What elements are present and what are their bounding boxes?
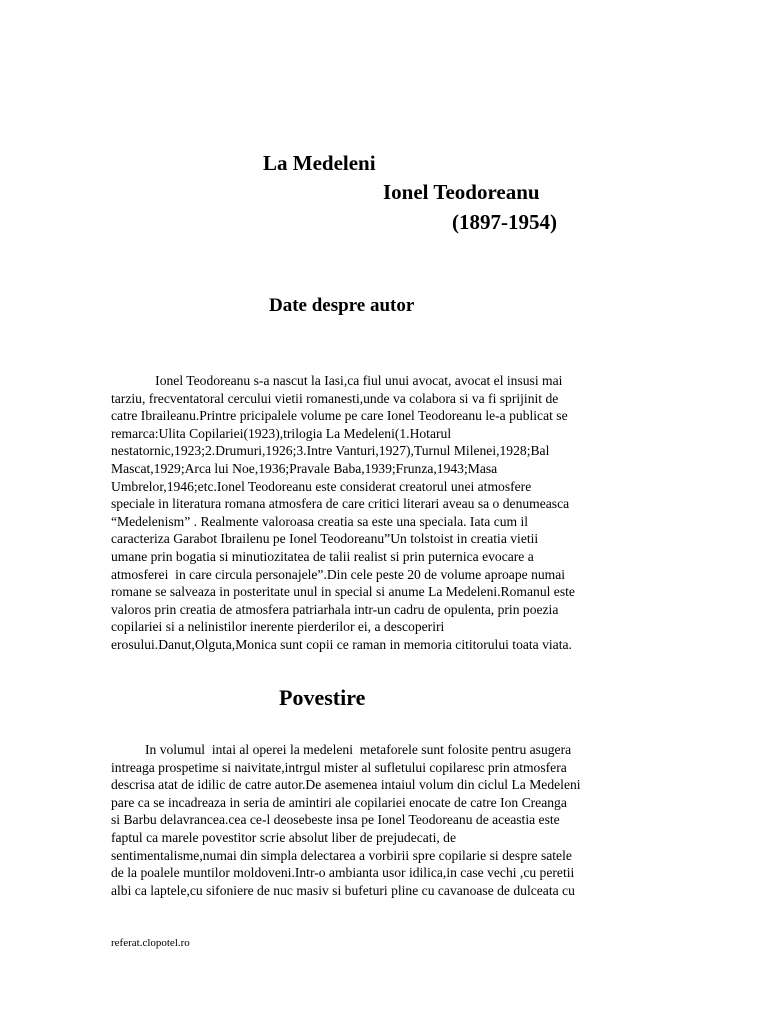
paragraph-line: albi ca laptele,cu sifoniere de nuc masiv si bufeturi pline cu cavanoase de dulceata cu [111, 882, 575, 898]
paragraph-line: nestatornic,1923;2.Drumuri,1926;3.Intre Vanturi,1927),Turnul Milenei,1928;Bal [111, 443, 550, 459]
story-paragraph [111, 741, 653, 899]
paragraph-line: sentimentalisme,numai din simpla delectarea a vorbirii spre copilarie si despre satele [111, 847, 572, 863]
section-heading-author-info: Date despre autor [269, 295, 415, 316]
paragraph-line: faptul ca marele povestitor scrie absolut liber de prejudecati, de [111, 829, 456, 845]
document-title: La Medeleni [263, 151, 376, 175]
paragraph-line: catre Ibraileanu.Printre pricipalele volume pe care Ionel Teodoreanu le-a publicat se [111, 408, 568, 424]
paragraph-line: de la poalele muntilor moldoveni.Intr-o ambianta usor idilica,in case vechi ,cu peretii [111, 865, 575, 881]
paragraph-line: valoros prin creatia de atmosfera patriarhala intr-un cadru de opulenta, prin poezia [111, 601, 559, 617]
paragraph-line: Ionel Teodoreanu s-a nascut la Iasi,ca fiul unui avocat, avocat el insusi mai [111, 373, 563, 388]
section-heading-story: Povestire [279, 685, 366, 710]
paragraph-line: speciale in literatura romana atmosfera de care critici literari aveau sa o denumeasca [111, 496, 570, 512]
paragraph-line: In volumul intai al operei la medeleni metaforele sunt folosite pentru asugera [111, 742, 572, 757]
paragraph-line: intreaga prospetime si naivitate,intrgul mister al sufletului copilaresc prin atmosfera [111, 759, 567, 775]
paragraph-line: copilariei si a nelinistilor inerente pierderilor ei, a descoperiri [111, 619, 445, 635]
paragraph-line: tarziu, frecventatoral cercului vietii romanesti,unde va colabora si va fi sprijinit de [111, 390, 559, 406]
paragraph-line: Mascat,1929;Arca lui Noe,1936;Pravale Baba,1939;Frunza,1943;Masa [111, 460, 498, 476]
paragraph-line: umane prin bogatia si minutiozitatea de talii realist si prin puternica evocare a [111, 548, 534, 564]
paragraph-line: pare ca se incadreaza in seria de amintiri ale copilariei enocate de catre Ion Creanga [111, 794, 567, 810]
paragraph-line: romane se salveaza in posteritate unul in special si anume La Medeleni.Romanul este [111, 584, 575, 600]
paragraph-line: atmosferei in care circula personajele”.Din cele peste 20 de volume aproape numai [111, 566, 566, 582]
author-info-paragraph [111, 372, 653, 654]
paragraph-line: caracteriza Garabot Ibrailenu pe Ionel Teodoreanu”Un tolstoist in creatia vietii [111, 531, 539, 547]
paragraph-line: descrisa atat de idilic de catre autor.De asemenea intaiul volum din ciclul La Medeleni [111, 777, 581, 793]
footer-source: referat.clopotel.ro [111, 937, 190, 949]
author-name: Ionel Teodoreanu [383, 180, 540, 204]
paragraph-line: Umbrelor,1946;etc.Ionel Teodoreanu este considerat creatorul unei atmosfere [111, 478, 532, 494]
paragraph-line: “Medelenism” . Realmente valoroasa creatia sa este una speciala. Iata cum il [111, 513, 529, 529]
paragraph-line: si Barbu delavrancea.cea ce-l deosebeste insa pe Ionel Teodoreanu de aceastia este [111, 812, 560, 828]
paragraph-line: remarca:Ulita Copilariei(1923),trilogia La Medeleni(1.Hotarul [111, 425, 452, 441]
paragraph-line: erosului.Danut,Olguta,Monica sunt copii ce raman in memoria cititorului toata viata. [111, 636, 572, 652]
author-years: (1897-1954) [452, 210, 557, 234]
